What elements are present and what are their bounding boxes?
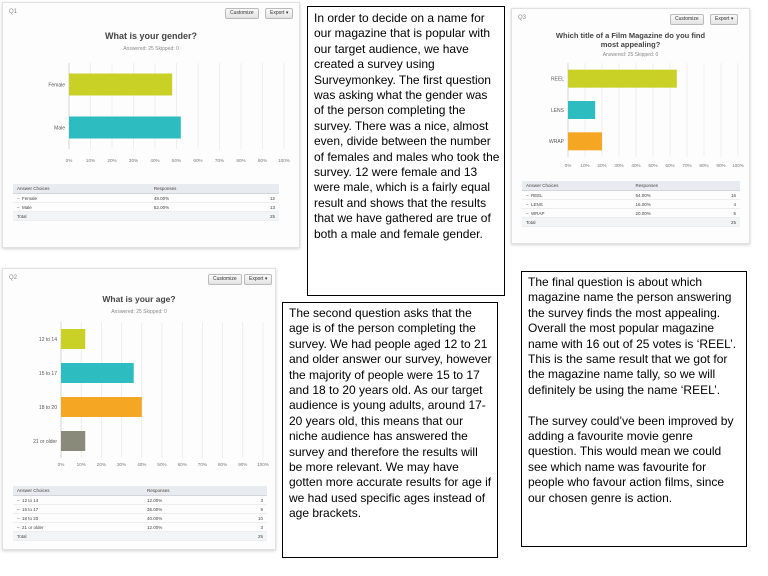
response-count-cell: 5 [714,209,740,218]
x-tick-label: 100% [257,462,269,467]
answer-choice-cell: – 15 to 17 [13,505,143,514]
table-row [13,505,267,514]
x-tick-label: 80% [236,158,246,163]
x-tick-label: 20% [107,158,117,163]
answer-choice-cell: – Female [13,194,150,203]
response-percent-cell: 12.00% [143,496,241,505]
x-tick-label: 0% [57,462,65,467]
category-label: WRAP [549,139,564,146]
x-tick-label: 70% [682,163,692,168]
response-count-cell: 4 [714,200,740,209]
x-tick-label: 60% [665,163,675,168]
bar-lens [568,101,595,119]
column-header[interactable]: Responses [143,486,241,496]
bar-15-to-17 [61,363,134,383]
column-header[interactable] [241,486,267,496]
magazine-results-table [522,181,740,227]
total-count: 25 [714,218,740,227]
response-count-cell: 10 [241,514,267,523]
column-header[interactable] [714,181,740,191]
x-tick-label: 80% [699,163,709,168]
age-analysis-text: The second question asks that the age is of the person completing the survey. We had people aged 12 to 21 and older answer our survey, however the majority of people were 15 to 17 and 18 to 20 years old. As our target audience is young adults, around 17-20 years old, this means that our niche audience has answered the survey and therefore the results will be more relevant. We may have gotten more accurate results for age if we had used specific ages instead of age brackets. [282,302,498,558]
column-header[interactable]: Responses [632,181,715,191]
x-tick-label: 90% [716,163,726,168]
final-question-text: The final question is about which magazine name the person answering the survey finds the most appealing. Overall the most popular magazine name with 16 out of 25 votes is ‘REEL’. This is the same result that we got for the magazine name tally, so we will definitely be using the name ‘REEL’. The survey could’ve been improved by adding a favourite movie genre question. This would mean we could see which name was favourite for people who favour action films, since our chosen genre is action. [521,271,747,547]
answer-choice-cell: – REEL [522,191,632,200]
customize-button[interactable]: Customize [208,274,242,285]
bar-wrap [568,132,602,150]
bar-18-to-20 [61,397,142,417]
q3-panel [511,8,750,244]
x-tick-label: 100% [278,158,290,163]
answer-choice-cell: – WRAP [522,209,632,218]
question-number: Q1 [9,9,18,15]
gender-bar-chart [3,59,299,179]
x-tick-label: 20% [96,462,107,467]
table-row [13,496,267,505]
total-label: Total [522,218,632,227]
response-percent-cell: 52.00% [150,203,253,212]
table-total-row [13,532,267,541]
x-tick-label: 40% [137,462,147,467]
category-label: Female [48,82,65,89]
x-tick-label: 70% [214,158,225,163]
bar-21-or-older [61,431,85,451]
gender-analysis-text: In order to decide on a name for our magazine that is popular with our target audience, we have created a survey using Surveymonkey. The first question was asking what the gender was of the person completing the survey. There was a nice, almost even, divide between the number of females and males who took the survey. 12 were female and 13 were male, which is a fairly equal result and shows that the results that we have gathered are true of both a male and female gender. [307,6,505,296]
x-tick-label: 90% [257,158,268,163]
answer-choice-cell: – 18 to 20 [13,514,143,523]
category-label: 12 to 14 [38,336,57,343]
x-tick-label: 40% [150,158,160,163]
category-label: 21 or older [33,438,57,445]
x-tick-label: 100% [732,163,744,168]
table-header-row [13,486,267,496]
response-count-cell: 16 [714,191,740,200]
x-tick-label: 80% [217,462,228,467]
x-tick-label: 50% [171,158,182,163]
bar-male [69,117,181,139]
x-tick-label: 50% [648,163,658,168]
response-count-cell: 9 [241,505,267,514]
chart-title: Which title of a Film Magazine do you find most appealing? [555,31,706,49]
bar-12-to-14 [61,329,85,349]
question-number: Q2 [9,275,18,281]
x-tick-label: 70% [197,462,208,467]
answer-choice-cell: – 12 to 14 [13,496,143,505]
table-row [13,523,267,532]
q1-panel [2,2,300,248]
age-bar-chart [3,320,275,480]
response-percent-cell: 40.00% [143,514,241,523]
bar-reel [568,70,677,88]
x-tick-label: 40% [631,163,641,168]
total-count: 25 [253,212,279,221]
category-label: 18 to 20 [38,404,57,411]
customize-button[interactable]: Customize [225,8,259,19]
gender-results-table [13,184,279,221]
answer-choice-cell: – Male [13,203,150,212]
response-percent-cell: 16.00% [632,200,715,209]
answered-skipped: Answered: 25 Skipped: 0 [123,46,179,52]
x-tick-label: 50% [157,462,167,467]
category-label: 15 to 17 [38,370,57,377]
answered-skipped: Answered: 25 Skipped: 0 [602,52,659,58]
category-label: LENS [550,107,564,114]
column-header[interactable] [253,184,279,194]
chart-title: What is your gender? [104,31,197,41]
table-row [13,514,267,523]
chart-title: What is your age? [102,294,176,304]
question-number: Q3 [518,15,527,21]
x-tick-label: 20% [597,163,607,168]
table-row [522,200,740,209]
x-tick-label: 30% [128,158,139,163]
response-percent-cell: 48.00% [150,194,253,203]
x-tick-label: 10% [580,163,590,168]
bar-female [69,74,172,96]
export-button[interactable]: Export ▾ [244,274,272,285]
response-count-cell: 3 [241,523,267,532]
total-label: Total [13,212,150,221]
column-header[interactable]: Answer Choices [522,181,632,191]
response-percent-cell: 64.00% [632,191,715,200]
table-row [522,209,740,218]
column-header[interactable]: Answer Choices [13,486,143,496]
answer-choice-cell: – LENS [522,200,632,209]
response-percent-cell: 36.00% [143,505,241,514]
x-tick-label: 10% [76,462,86,467]
response-percent-cell: 20.00% [632,209,715,218]
x-tick-label: 0% [65,158,73,163]
answered-skipped: Answered: 25 Skipped: 0 [111,309,167,315]
customize-button[interactable]: Customize [670,14,704,25]
magazine-title-bar-chart [512,61,749,176]
x-tick-label: 90% [238,462,248,467]
column-header[interactable]: Responses [150,184,253,194]
x-tick-label: 0% [564,163,572,168]
x-tick-label: 30% [614,163,624,168]
total-label: Total [13,532,143,541]
response-count-cell: 3 [241,496,267,505]
column-header[interactable]: Answer Choices [13,184,150,194]
table-total-row [13,212,279,221]
x-tick-label: 60% [193,158,203,163]
export-button[interactable]: Export ▾ [710,14,738,25]
x-tick-label: 60% [177,462,187,467]
table-header-row [13,184,279,194]
category-label: REEL [550,76,564,83]
age-results-table [13,486,267,541]
table-header-row [522,181,740,191]
total-count: 25 [241,532,267,541]
category-label: Male [54,125,65,132]
q2-panel [2,268,276,550]
x-tick-label: 30% [116,462,127,467]
table-total-row [522,218,740,227]
table-row [13,203,279,212]
export-button[interactable]: Export ▾ [265,8,293,19]
answer-choice-cell: – 21 or older [13,523,143,532]
x-tick-label: 10% [85,158,96,163]
response-percent-cell: 12.00% [143,523,241,532]
response-count-cell: 12 [253,194,279,203]
table-row [13,194,279,203]
table-row [522,191,740,200]
response-count-cell: 13 [253,203,279,212]
